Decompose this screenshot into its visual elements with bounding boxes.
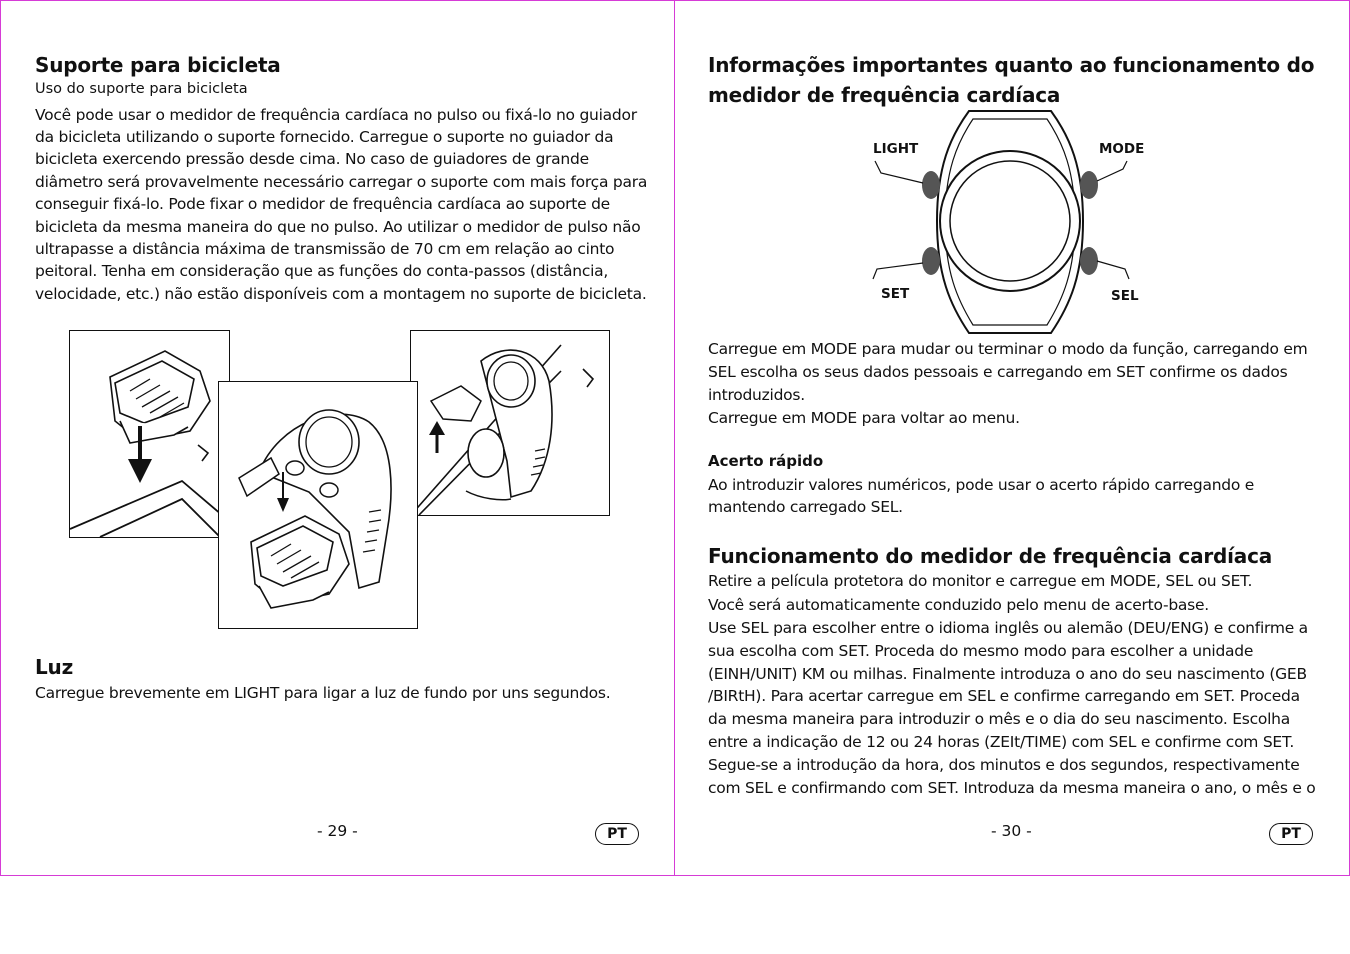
body-line: bicicleta da mesma maneira do que no pulso. Ao utilizar o medidor de pulso não <box>35 218 641 236</box>
mode-button-label: MODE <box>1099 141 1145 157</box>
operation-line: Retire a película protetora do monitor e carregue em MODE, SEL ou SET. <box>708 572 1253 590</box>
operation-line: (EINH/UNIT) KM ou milhas. Finalmente introduza o ano do seu nascimento (GEB <box>708 665 1307 683</box>
light-button-label: LIGHT <box>873 141 919 157</box>
intro-line: Carregue em MODE para mudar ou terminar o modo da função, carregando em <box>708 340 1308 358</box>
operation-line: Segue-se a introdução da hora, dos minutos e dos segundos, respectivamente <box>708 756 1300 774</box>
quick-set-line: Ao introduzir valores numéricos, pode usar o acerto rápido carregando e <box>708 476 1255 494</box>
set-button-label: SET <box>881 286 910 302</box>
body-line: velocidade, etc.) não estão disponíveis com a montagem no suporte de bicicleta. <box>35 285 647 303</box>
mount-step-2-illustration <box>218 381 418 629</box>
page-number: - 29 - <box>317 822 358 840</box>
language-badge: PT <box>595 823 639 845</box>
sel-button-label: SEL <box>1111 288 1139 304</box>
body-line: diâmetro será provavelmente necessário carregar o suporte com mais força para <box>35 173 648 191</box>
intro-line: introduzidos. <box>708 386 805 404</box>
body-line: ultrapasse a distância máxima de transmissão de 70 cm em relação ao cinto <box>35 240 615 258</box>
important-info-heading-line1: Informações importantes quanto ao funcionamento do <box>708 53 1315 77</box>
quick-set-heading: Acerto rápido <box>708 452 824 470</box>
operation-line: Use SEL para escolher entre o idioma inglês ou alemão (DEU/ENG) e confirme a <box>708 619 1308 637</box>
page-number: - 30 - <box>991 822 1032 840</box>
body-line: bicicleta exercendo pressão desde cima. No caso de guiadores de grande <box>35 150 589 168</box>
mount-step-1-illustration <box>69 330 230 538</box>
light-heading: Luz <box>35 655 74 679</box>
important-info-heading-line2: medidor de frequência cardíaca <box>708 83 1061 107</box>
watch-diagram <box>865 107 1155 337</box>
light-text: Carregue brevemente em LIGHT para ligar a luz de fundo por uns segundos. <box>35 684 611 702</box>
operation-line: da mesma maneira para introduzir o mês e o dia do seu nascimento. Escolha <box>708 710 1291 728</box>
body-line: peitoral. Tenha em consideração que as funções do conta-passos (distância, <box>35 262 609 280</box>
intro-line: SEL escolha os seus dados pessoais e carregando em SET confirme os dados <box>708 363 1288 381</box>
language-badge: PT <box>1269 823 1313 845</box>
intro-line: Carregue em MODE para voltar ao menu. <box>708 409 1020 427</box>
body-line: da bicicleta utilizando o suporte fornecido. Carregue o suporte no guiador da <box>35 128 614 146</box>
body-line: Você pode usar o medidor de frequência cardíaca no pulso ou fixá-lo no guiador <box>35 106 637 124</box>
operation-line: com SEL e confirmando com SET. Introduza da mesma maneira o ano, o mês e o <box>708 779 1316 797</box>
quick-set-line: mantendo carregado SEL. <box>708 498 903 516</box>
operation-line: sua escolha com SET. Proceda do mesmo modo para escolher a unidade <box>708 642 1254 660</box>
mount-step-3-illustration <box>410 330 610 516</box>
body-line: conseguir fixá-lo. Pode fixar o medidor de frequência cardíaca ao suporte de <box>35 195 610 213</box>
operation-heading: Funcionamento do medidor de frequência cardíaca <box>708 544 1273 568</box>
bike-mount-heading: Suporte para bicicleta <box>35 53 281 77</box>
operation-line: /BIRtH). Para acertar carregue em SEL e confirme carregando em SET. Proceda <box>708 687 1300 705</box>
left-page <box>0 0 675 876</box>
right-page <box>674 0 1350 876</box>
operation-line: entre a indicação de 12 ou 24 horas (ZEIt/TIME) com SEL e confirme com SET. <box>708 733 1295 751</box>
operation-line: Você será automaticamente conduzido pelo menu de acerto-base. <box>708 596 1209 614</box>
bike-mount-subheading: Uso do suporte para bicicleta <box>35 81 248 97</box>
